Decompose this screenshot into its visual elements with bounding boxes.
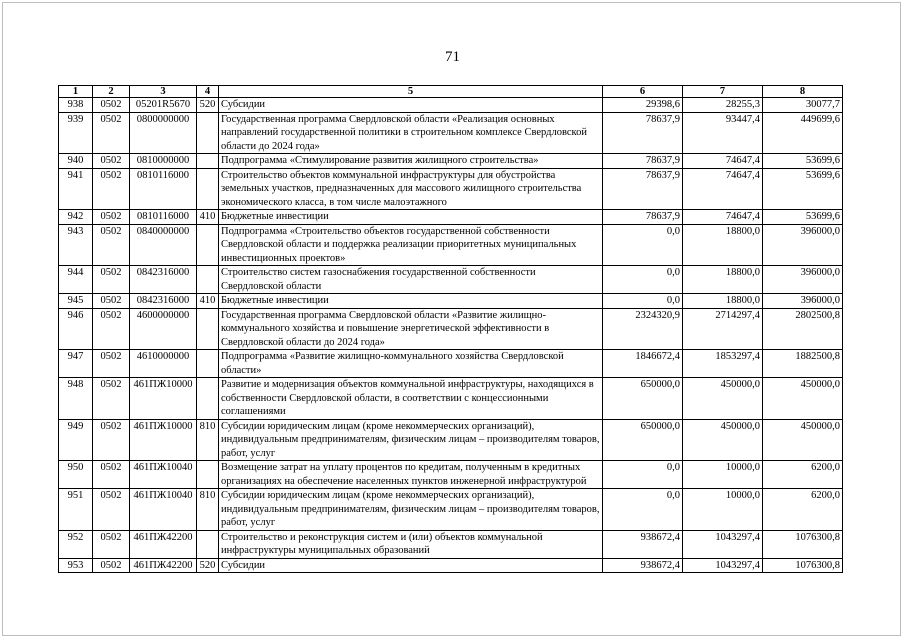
table-row	[59, 461, 843, 489]
row-number-cell: 951	[59, 489, 93, 531]
amount-col6-cell: 2324320,9	[603, 308, 683, 350]
target-code-cell: 0810116000	[130, 168, 197, 210]
amount-col8-cell: 53699,6	[763, 154, 843, 169]
section-code-cell: 0502	[93, 294, 130, 309]
table-row	[59, 154, 843, 169]
target-code-cell: 4600000000	[130, 308, 197, 350]
section-code-cell: 0502	[93, 224, 130, 266]
amount-col8-cell: 6200,0	[763, 489, 843, 531]
table-row	[59, 530, 843, 558]
amount-col6-cell: 78637,9	[603, 210, 683, 225]
target-code-cell: 0810000000	[130, 154, 197, 169]
row-number-cell: 938	[59, 98, 93, 113]
item-name-cell: Субсидии юридическим лицам (кроме некоммерческих организаций), индивидуальным предпринимателям, физическим лицам – производителям товаров, работ, услуг	[219, 419, 603, 461]
header-cell-6: 6	[603, 86, 683, 98]
header-row	[59, 86, 843, 98]
item-name-cell: Развитие и модернизация объектов коммунальной инфраструктуры, находящихся в собственности Свердловской области, в соответствии с концессионными соглашениями	[219, 378, 603, 420]
section-code-cell: 0502	[93, 489, 130, 531]
row-number-cell: 939	[59, 112, 93, 154]
target-code-cell: 0842316000	[130, 266, 197, 294]
expense-type-cell	[197, 308, 219, 350]
row-number-cell: 944	[59, 266, 93, 294]
row-number-cell: 941	[59, 168, 93, 210]
table-row	[59, 558, 843, 573]
amount-col6-cell: 78637,9	[603, 168, 683, 210]
section-code-cell: 0502	[93, 350, 130, 378]
header-cell-4: 4	[197, 86, 219, 98]
table-row	[59, 378, 843, 420]
expense-type-cell	[197, 350, 219, 378]
amount-col6-cell: 0,0	[603, 294, 683, 309]
row-number-cell: 950	[59, 461, 93, 489]
header-cell-7: 7	[683, 86, 763, 98]
table-row	[59, 266, 843, 294]
item-name-cell: Субсидии	[219, 98, 603, 113]
expense-type-cell: 410	[197, 294, 219, 309]
target-code-cell: 461ПЖ10040	[130, 461, 197, 489]
target-code-cell: 461ПЖ10000	[130, 378, 197, 420]
header-cell-1: 1	[59, 86, 93, 98]
budget-table	[58, 85, 843, 573]
item-name-cell: Бюджетные инвестиции	[219, 294, 603, 309]
row-number-cell: 943	[59, 224, 93, 266]
amount-col7-cell: 18800,0	[683, 294, 763, 309]
amount-col7-cell: 1043297,4	[683, 558, 763, 573]
amount-col8-cell: 1076300,8	[763, 530, 843, 558]
row-number-cell: 949	[59, 419, 93, 461]
amount-col7-cell: 2714297,4	[683, 308, 763, 350]
table-row	[59, 168, 843, 210]
target-code-cell: 461ПЖ42200	[130, 558, 197, 573]
expense-type-cell	[197, 168, 219, 210]
amount-col6-cell: 938672,4	[603, 558, 683, 573]
amount-col8-cell: 53699,6	[763, 210, 843, 225]
amount-col8-cell: 30077,7	[763, 98, 843, 113]
section-code-cell: 0502	[93, 112, 130, 154]
section-code-cell: 0502	[93, 154, 130, 169]
amount-col7-cell: 18800,0	[683, 224, 763, 266]
table-row	[59, 350, 843, 378]
table-row	[59, 419, 843, 461]
page-number: 71	[445, 49, 460, 65]
amount-col6-cell: 0,0	[603, 489, 683, 531]
item-name-cell: Субсидии	[219, 558, 603, 573]
amount-col7-cell: 93447,4	[683, 112, 763, 154]
section-code-cell: 0502	[93, 210, 130, 225]
section-code-cell: 0502	[93, 308, 130, 350]
section-code-cell: 0502	[93, 419, 130, 461]
amount-col8-cell: 449699,6	[763, 112, 843, 154]
amount-col6-cell: 0,0	[603, 266, 683, 294]
target-code-cell: 461ПЖ42200	[130, 530, 197, 558]
amount-col8-cell: 450000,0	[763, 378, 843, 420]
target-code-cell: 461ПЖ10000	[130, 419, 197, 461]
row-number-cell: 942	[59, 210, 93, 225]
item-name-cell: Строительство и реконструкция систем и (или) объектов коммунальной инфраструктуры муниципальных образований	[219, 530, 603, 558]
amount-col7-cell: 74647,4	[683, 168, 763, 210]
item-name-cell: Подпрограмма «Развитие жилищно-коммунального хозяйства Свердловской области»	[219, 350, 603, 378]
table-row	[59, 210, 843, 225]
header-cell-3: 3	[130, 86, 197, 98]
section-code-cell: 0502	[93, 168, 130, 210]
table-body	[59, 98, 843, 573]
item-name-cell: Строительство систем газоснабжения государственной собственности Свердловской области	[219, 266, 603, 294]
item-name-cell: Подпрограмма «Строительство объектов государственной собственности Свердловской области и поддержка реализации приоритетных муниципальных инвестиционных проектов»	[219, 224, 603, 266]
amount-col6-cell: 650000,0	[603, 419, 683, 461]
table-row	[59, 308, 843, 350]
amount-col6-cell: 1846672,4	[603, 350, 683, 378]
expense-type-cell	[197, 378, 219, 420]
amount-col7-cell: 18800,0	[683, 266, 763, 294]
amount-col7-cell: 74647,4	[683, 210, 763, 225]
amount-col8-cell: 1882500,8	[763, 350, 843, 378]
row-number-cell: 946	[59, 308, 93, 350]
row-number-cell: 952	[59, 530, 93, 558]
section-code-cell: 0502	[93, 266, 130, 294]
table-row	[59, 112, 843, 154]
amount-col7-cell: 450000,0	[683, 419, 763, 461]
amount-col8-cell: 53699,6	[763, 168, 843, 210]
section-code-cell: 0502	[93, 461, 130, 489]
target-code-cell: 0840000000	[130, 224, 197, 266]
expense-type-cell	[197, 530, 219, 558]
amount-col7-cell: 450000,0	[683, 378, 763, 420]
amount-col6-cell: 938672,4	[603, 530, 683, 558]
expense-type-cell	[197, 224, 219, 266]
target-code-cell: 4610000000	[130, 350, 197, 378]
expense-type-cell: 520	[197, 558, 219, 573]
amount-col7-cell: 28255,3	[683, 98, 763, 113]
amount-col6-cell: 29398,6	[603, 98, 683, 113]
expense-type-cell	[197, 266, 219, 294]
amount-col7-cell: 74647,4	[683, 154, 763, 169]
table-row	[59, 224, 843, 266]
amount-col8-cell: 450000,0	[763, 419, 843, 461]
table-row	[59, 98, 843, 113]
amount-col8-cell: 1076300,8	[763, 558, 843, 573]
expense-type-cell: 410	[197, 210, 219, 225]
section-code-cell: 0502	[93, 378, 130, 420]
target-code-cell: 0810116000	[130, 210, 197, 225]
amount-col7-cell: 1043297,4	[683, 530, 763, 558]
amount-col6-cell: 78637,9	[603, 112, 683, 154]
header-cell-5: 5	[219, 86, 603, 98]
amount-col7-cell: 10000,0	[683, 489, 763, 531]
item-name-cell: Государственная программа Свердловской области «Развитие жилищно-коммунального хозяйства и повышение энергетической эффективности в Свердловской области до 2024 года»	[219, 308, 603, 350]
amount-col8-cell: 2802500,8	[763, 308, 843, 350]
row-number-cell: 953	[59, 558, 93, 573]
section-code-cell: 0502	[93, 558, 130, 573]
item-name-cell: Возмещение затрат на уплату процентов по кредитам, полученным в кредитных организациях на обеспечение населенных пунктов инженерной инфраструктурой	[219, 461, 603, 489]
table-row	[59, 489, 843, 531]
amount-col7-cell: 10000,0	[683, 461, 763, 489]
amount-col8-cell: 396000,0	[763, 294, 843, 309]
amount-col8-cell: 396000,0	[763, 266, 843, 294]
expense-type-cell	[197, 112, 219, 154]
table-row	[59, 294, 843, 309]
item-name-cell: Бюджетные инвестиции	[219, 210, 603, 225]
item-name-cell: Государственная программа Свердловской области «Реализация основных направлений государственной политики в строительном комплексе Свердловской области до 2024 года»	[219, 112, 603, 154]
amount-col6-cell: 78637,9	[603, 154, 683, 169]
expense-type-cell: 810	[197, 489, 219, 531]
expense-type-cell: 810	[197, 419, 219, 461]
amount-col6-cell: 650000,0	[603, 378, 683, 420]
row-number-cell: 948	[59, 378, 93, 420]
amount-col8-cell: 6200,0	[763, 461, 843, 489]
amount-col6-cell: 0,0	[603, 461, 683, 489]
section-code-cell: 0502	[93, 530, 130, 558]
target-code-cell: 0842316000	[130, 294, 197, 309]
row-number-cell: 947	[59, 350, 93, 378]
item-name-cell: Строительство объектов коммунальной инфраструктуры для обустройства земельных участков, предназначенных для массового жилищного строительства экономического класса, в том числе малоэтажного	[219, 168, 603, 210]
row-number-cell: 940	[59, 154, 93, 169]
section-code-cell: 0502	[93, 98, 130, 113]
expense-type-cell	[197, 154, 219, 169]
amount-col8-cell: 396000,0	[763, 224, 843, 266]
target-code-cell: 0800000000	[130, 112, 197, 154]
header-cell-8: 8	[763, 86, 843, 98]
header-cell-2: 2	[93, 86, 130, 98]
amount-col7-cell: 1853297,4	[683, 350, 763, 378]
expense-type-cell: 520	[197, 98, 219, 113]
target-code-cell: 461ПЖ10040	[130, 489, 197, 531]
item-name-cell: Субсидии юридическим лицам (кроме некоммерческих организаций), индивидуальным предпринимателям, физическим лицам – производителям товаров, работ, услуг	[219, 489, 603, 531]
expense-type-cell	[197, 461, 219, 489]
amount-col6-cell: 0,0	[603, 224, 683, 266]
target-code-cell: 05201R5670	[130, 98, 197, 113]
item-name-cell: Подпрограмма «Стимулирование развития жилищного строительства»	[219, 154, 603, 169]
row-number-cell: 945	[59, 294, 93, 309]
